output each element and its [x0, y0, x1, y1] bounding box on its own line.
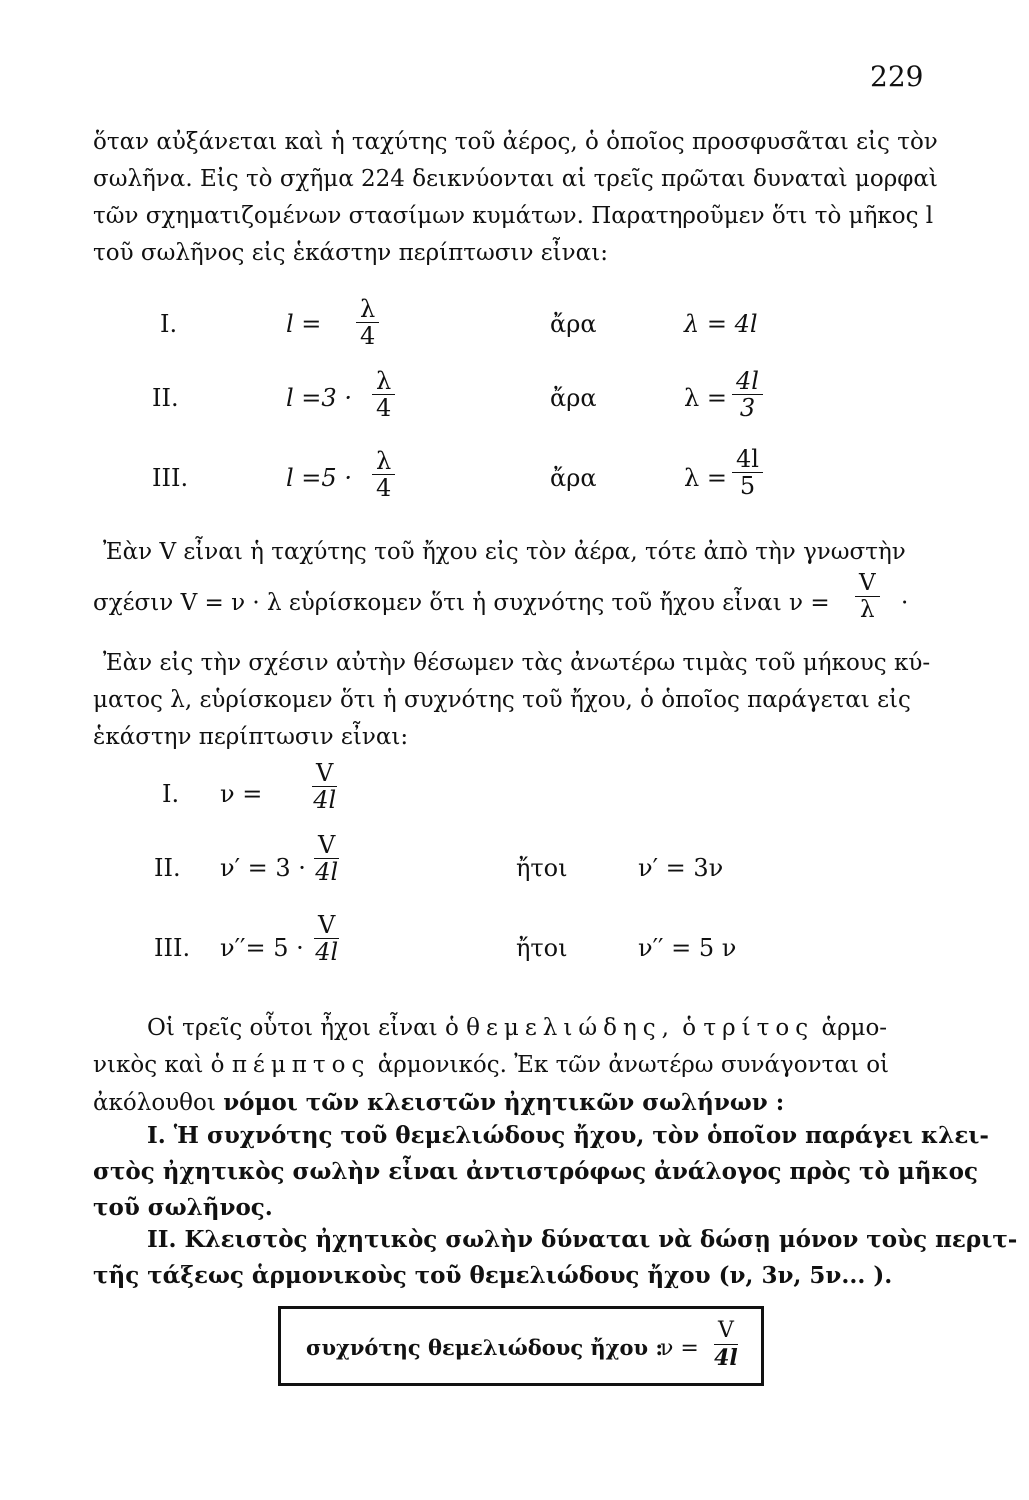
case-fraction: [314, 912, 339, 965]
harmonics-line-1: [93, 1010, 933, 1047]
fraction-denominator: 4l: [313, 786, 337, 814]
laws-heading: νόμοι τῶν κλειστῶν ἠχητικῶν σωλήνων :: [223, 1089, 785, 1116]
page-number: 229: [870, 60, 924, 93]
fraction-denominator: 5: [739, 472, 756, 500]
formula-lhs: ν =: [660, 1336, 699, 1361]
law-2-line-2: τῆς τάξεως ἁρμονικοὺς τοῦ θεμελιώδους ἤχου (ν, 3ν, 5ν... ).: [93, 1262, 893, 1289]
fraction-denominator: 4: [375, 474, 392, 502]
speed-line-2: [93, 570, 933, 630]
ara-word: ἄρα: [550, 464, 597, 492]
intro-line-3: τῶν σχηματιζομένων στασίμων κυμάτων. Παρατηροῦμεν ὅτι τὸ μῆκος l: [93, 203, 934, 229]
fraction-numerator: λ: [372, 448, 395, 475]
speed-line-1: Ἐὰν V εἶναι ἡ ταχύτης τοῦ ἤχου εἰς τὸν ἀέρα, τότε ἀπὸ τὴν γνωστὴν: [103, 539, 906, 565]
harmonics-paragraph: [93, 1010, 933, 1122]
text-segment: νικὸς καὶ ὁ: [93, 1052, 225, 1078]
speed-fraction: [855, 570, 880, 623]
fraction-numerator: V: [855, 570, 880, 597]
emphasis-fundamental: θεμελιώδης,: [466, 1015, 675, 1041]
speed-paragraph: [93, 534, 933, 571]
case-result: ν′′ = 5 ν: [638, 934, 737, 962]
emphasis-fifth: πέμπτος: [231, 1052, 371, 1078]
intro-line-4: τοῦ σωλῆνος εἰς ἑκάστην περίπτωσιν εἶναι:: [93, 240, 608, 266]
fraction-numerator: V: [714, 1318, 738, 1345]
law-2-line-1: II. Κλειστὸς ἠχητικὸς σωλὴν δύναται νὰ δώσῃ μόνον τοὺς περιτ-: [147, 1226, 1018, 1253]
fraction-numerator: V: [314, 832, 339, 859]
fraction-denominator: 3: [739, 394, 756, 422]
law-1-line-3: τοῦ σωλῆνος.: [93, 1194, 273, 1221]
intro-line-1: ὅταν αὐξάνεται καὶ ἡ ταχύτης τοῦ ἀέρος, ὁ ὁποῖος προσφυσᾶται εἰς τὸν: [93, 129, 938, 155]
intro-paragraph: [93, 124, 938, 272]
case-roman: III.: [152, 464, 189, 492]
case-result-fraction: [732, 368, 763, 421]
ara-word: ἄρα: [550, 310, 597, 338]
case-lhs: ν =: [220, 780, 263, 808]
case-lhs: l =5 ·: [286, 464, 352, 492]
case-fraction: [372, 368, 395, 421]
freq-case-2: [154, 831, 862, 892]
case-result: ν′ = 3ν: [638, 854, 724, 882]
fraction-numerator: λ: [372, 368, 395, 395]
case-fraction: [356, 296, 379, 349]
text-segment: ἁρμονικός. Ἐκ τῶν ἀνωτέρω συνάγονται οἱ: [377, 1052, 890, 1078]
case-roman: I.: [160, 310, 178, 338]
speed-line-2-text: σχέσιν V = ν · λ εὑρίσκομεν ὅτι ἡ συχνότης τοῦ ἤχου εἶναι ν =: [93, 590, 830, 616]
intro-line-2: σωλῆνα. Εἰς τὸ σχῆμα 224 δεικνύονται αἱ τρεῖς πρῶται δυναταὶ μορφαὶ: [93, 166, 938, 192]
law-1: [93, 1118, 989, 1226]
freq-case-3: [154, 911, 862, 972]
case-lhs: l =3 ·: [286, 384, 352, 412]
case-lhs: ν′ = 3 ·: [220, 854, 306, 882]
fraction-denominator: 4l: [315, 938, 339, 966]
case-roman: II.: [152, 384, 179, 412]
itoi-word: ἤτοι: [516, 934, 568, 962]
harmonics-line-3: [93, 1084, 933, 1122]
itoi-word: ἤτοι: [516, 854, 568, 882]
case-result: λ = 4l: [684, 310, 758, 338]
emphasis-third: τρίτος: [703, 1015, 815, 1041]
case-fraction: [372, 448, 395, 501]
case-fraction: [312, 760, 337, 813]
fraction-numerator: V: [312, 760, 337, 787]
speed-end-dot: ·: [901, 590, 909, 616]
case-lhs: l =: [286, 310, 322, 338]
text-segment: ἀκόλουθοι: [93, 1090, 216, 1116]
subst-line-2: ματος λ, εὑρίσκομεν ὅτι ἡ συχνότης τοῦ ἤχου, ὁ ὁποῖος παράγεται εἰς: [93, 687, 911, 713]
ara-word: ἄρα: [550, 384, 597, 412]
text-segment: ἁρμο-: [821, 1015, 888, 1041]
fraction-denominator: 4: [359, 322, 376, 350]
text-segment: Οἱ τρεῖς οὗτοι ἦχοι εἶναι ὁ: [147, 1015, 459, 1041]
case-roman: I.: [162, 780, 180, 808]
fraction-denominator: 4l: [315, 858, 339, 886]
subst-line-3: ἑκάστην περίπτωσιν εἶναι:: [93, 724, 409, 750]
subst-line-1: Ἐὰν εἰς τὴν σχέσιν αὐτὴν θέσωμεν τὰς ἀνωτέρω τιμὰς τοῦ μήκους κύ-: [103, 650, 931, 676]
formula-label: συχνότης θεμελιώδους ἤχου :: [306, 1335, 664, 1360]
law-1-line-2: στὸς ἠχητικὸς σωλὴν εἶναι ἀντιστρόφως ἀνάλογος πρὸς τὸ μῆκος: [93, 1158, 978, 1185]
fraction-denominator: 4l: [714, 1345, 738, 1371]
fraction-numerator: 4l: [732, 368, 763, 395]
text-segment: ὁ: [682, 1015, 697, 1041]
case-result-lhs: λ =: [684, 464, 727, 492]
case-fraction: [314, 832, 339, 885]
case-result-fraction: [732, 446, 763, 499]
fraction-denominator: λ: [860, 597, 875, 623]
law-2: [93, 1222, 1018, 1294]
case-roman: II.: [154, 854, 181, 882]
law-1-line-1: I. Ἡ συχνότης τοῦ θεμελιώδους ἤχου, τὸν ὁποῖον παράγει κλει-: [147, 1122, 989, 1149]
case-lhs: ν′′= 5 ·: [220, 934, 304, 962]
formula-equation: [660, 1318, 760, 1378]
substitution-paragraph: [93, 645, 933, 756]
freq-case-1: [162, 760, 862, 820]
case-result-lhs: λ =: [684, 384, 727, 412]
fraction-numerator: λ: [356, 296, 379, 323]
fraction-denominator: 4: [375, 394, 392, 422]
fraction-numerator: V: [314, 912, 339, 939]
fraction-numerator: 4l: [732, 446, 763, 473]
case-roman: III.: [154, 934, 191, 962]
harmonics-line-2: [93, 1047, 933, 1084]
formula-fraction: [714, 1318, 738, 1371]
